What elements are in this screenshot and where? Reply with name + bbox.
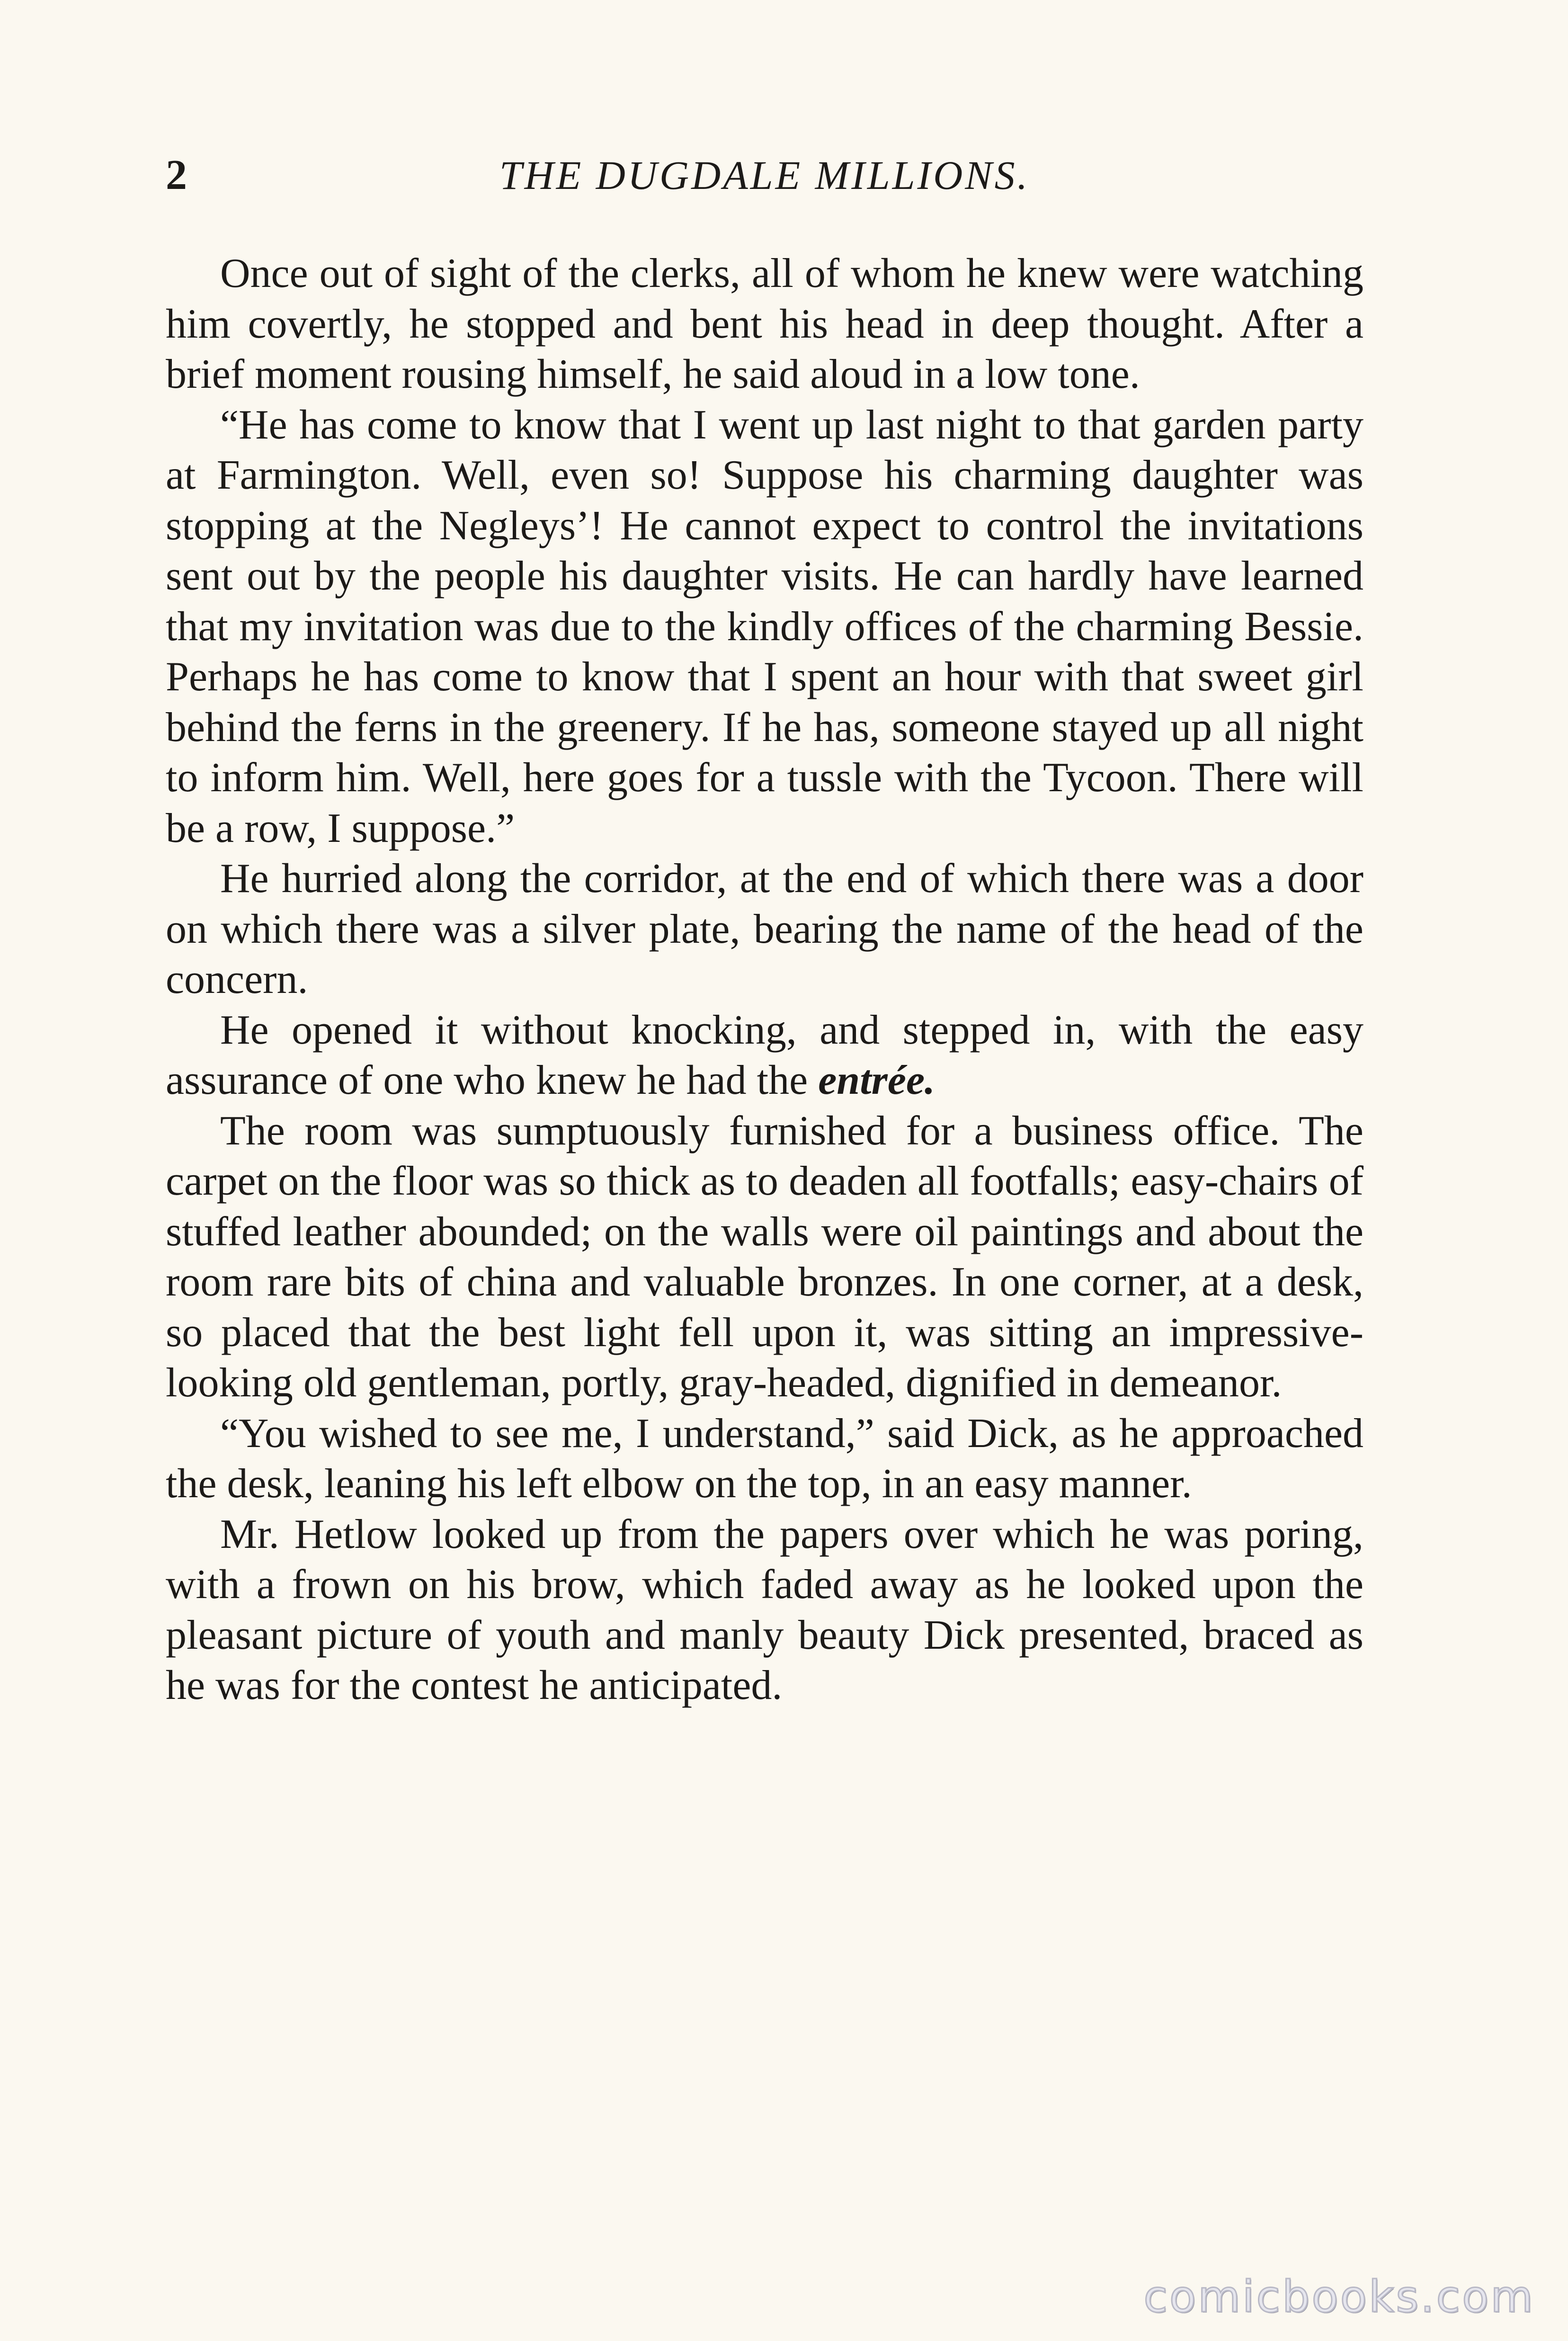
paragraph-1: Once out of sight of the clerks, all of whom he knew were watching him covertly, he stopped and bent his head in deep thought. After a brief moment rousing himself, he said aloud in a low tone. — [166, 250, 1363, 397]
watermark-logo: comicbooks.com — [1143, 2271, 1535, 2322]
page-header — [166, 147, 1363, 204]
paragraph-7: Mr. Hetlow looked up from the papers over which he was poring, with a frown on his brow, which faded away as he looked upon the pleasant picture of youth and manly beauty Dick presented, braced as he was for the contest he anticipated. — [166, 1511, 1363, 1708]
paragraph-3: He hurried along the corridor, at the end of which there was a door on which there was a silver plate, bearing the name of the head of the concern. — [166, 856, 1363, 1002]
paragraph-6: “You wished to see me, I understand,” said Dick, as he approached the desk, leaning his left elbow on the top, in an easy manner. — [166, 1410, 1363, 1507]
paragraph-4: He opened it without knocking, and stepped in, with the easy assurance of one who knew he had the entrée. — [166, 1007, 1363, 1103]
paragraph-5: The room was sumptuously furnished for a business office. The carpet on the floor was so thick as to deaden all footfalls; easy-chairs of stuffed leather abounded; on the walls were oil paintings and about the room rare bits of china and valuable bronzes. In one corner, at a desk, so placed that the best light fell upon it, was sitting an impressive-looking old gentleman, portly, gray-headed, dignified in demeanor. — [166, 1108, 1363, 1406]
italic-word-entree: entrée. — [818, 1057, 935, 1103]
page-number: 2 — [166, 152, 187, 198]
paragraph-2: “He has come to know that I went up last night to that garden party at Farmington. Well, even so! Suppose his charming daughter was stopping at the Negleys’! He cannot expect to control the invitations sent out by the people his daughter visits. He can hardly have learned that my invitation was due to the kindly offices of the charming Bessie. Perhaps he has come to know that I spent an hour with that sweet girl behind the ferns in the greenery. If he has, someone stayed up all night to inform him. Well, here goes for a tussle with the Tycoon. There will be a row, I suppose.” — [166, 402, 1363, 851]
running-title: THE DUGDALE MILLIONS. — [499, 152, 1030, 198]
body-text — [166, 249, 1363, 1711]
